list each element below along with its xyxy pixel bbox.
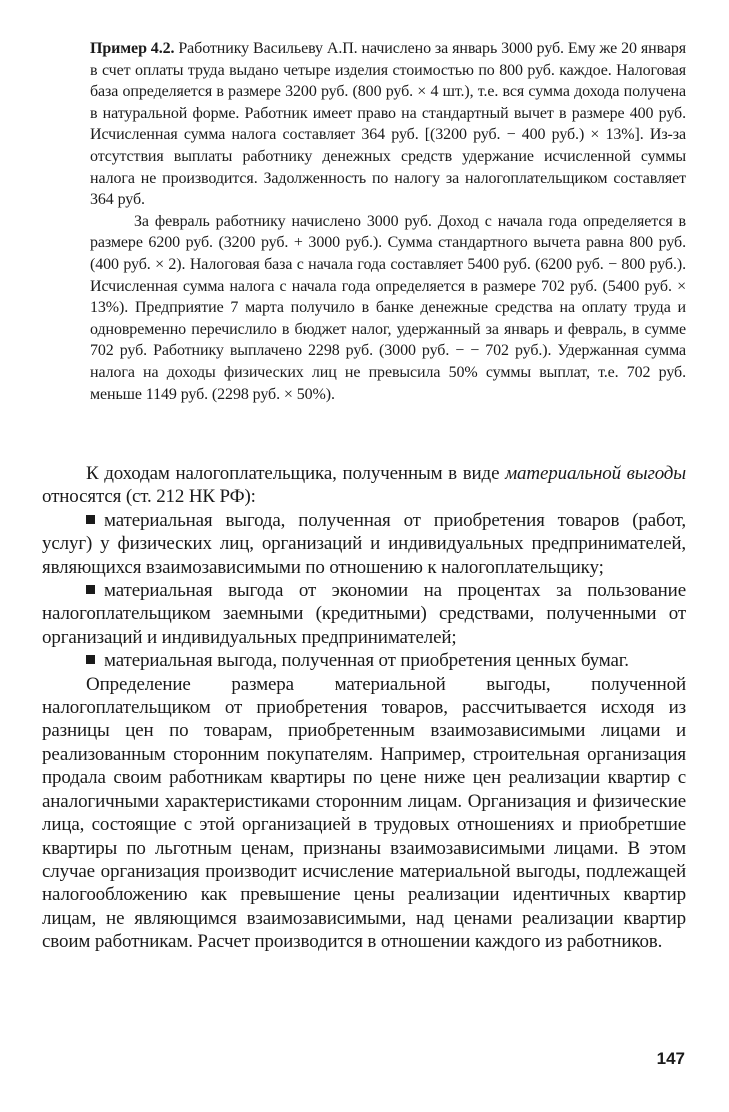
example-paragraph-1 xyxy=(90,38,686,211)
example-text-1: Работнику Васильеву А.П. начислено за январь 3000 руб. Ему же 20 января в счет оплаты труда выдано четыре изделия стоимостью по 800 руб. каждое. Налоговая база определяется в размере 3200 руб. (800 руб. × 4 шт.), т.е. вся сумма дохода получена в натуральной форме. Работник имеет право на стандартный вычет в размере 400 руб. Исчисленная сумма налога составляет 364 руб. [(3200 руб. − 400 руб.) × 13%]. Из-за отсутствия выплаты работнику денежных средств удержание исчисленной суммы налога не производится. Задолженность по налогу за налогоплательщиком составляет 364 руб. xyxy=(90,40,686,209)
main-text xyxy=(42,462,686,954)
square-bullet-icon xyxy=(86,515,95,524)
example-paragraph-2: За февраль работнику начислено 3000 руб. Доход с начала года определяется в размере 6200 руб. (3200 руб. + 3000 руб.). Сумма стандартного вычета равна 800 руб. (400 руб. × 2). Налоговая база с начала года составляет 5400 руб. (6200 руб. − 800 руб.). Исчисленная сумма налога с начала года определяется в размере 702 руб. (5400 руб. × 13%). Предприятие 7 марта получило в банке денежные средства на оплату труда и одновременно перечислило в бюджет налог, удержанный за январь и февраль, в сумме 702 руб. Работнику выплачено 2298 руб. (3000 руб. − − 702 руб.). Удержанная сумма налога на доходы физических лиц не превысила 50% суммы выплат, т.е. 702 руб. меньше 1149 руб. (2298 руб. × 50%). xyxy=(90,212,686,403)
intro-before: К доходам налогоплательщика, полученным в виде xyxy=(86,463,506,484)
closing-paragraph: Определение размера материальной выгоды, полученной налогоплательщиком от приобретения товаров, рассчитывается исходя из разницы цен по товарам, приобретенным взаимозависимыми лицами и реализованным сторонним покупателям. Например, строительная организация продала своим работникам квартиры по цене ниже цен реализации квартир с аналогичными характеристиками сторонним лицам. Организация и физические лица, состоящие с этой организацией в трудовых отношениях и приобретшие квартиры по льготным ценам, признаны взаимозависимыми лицами. В этом случае организация производит исчисление материальной выгоды, подлежащей налогообложению как превышение цены реализации идентичных квартир лицам, не являющимся взаимозависимыми, над ценами реализации квартир своим работникам. Расчет производится в отношении каждого из работников. xyxy=(42,673,686,953)
square-bullet-icon xyxy=(86,655,95,664)
bullet-item-1 xyxy=(42,509,686,579)
bullet-item-2 xyxy=(42,579,686,649)
example-label: Пример 4.2. xyxy=(90,40,175,57)
square-bullet-icon xyxy=(86,585,95,594)
intro-after: относятся (ст. 212 НК РФ): xyxy=(42,486,256,508)
example-block xyxy=(90,38,686,405)
intro-paragraph xyxy=(42,462,686,509)
page-number: 147 xyxy=(656,1049,685,1068)
bullet-text-3: материальная выгода, полученная от приобретения ценных бумаг. xyxy=(104,650,629,672)
material-benefit-term: материальной выгоды xyxy=(505,463,686,484)
bullet-text-2: материальная выгода от экономии на процентах за пользование налогоплательщиком заемными (кредитными) средствами, полученными от организаций и индивидуальных предпринимателей; xyxy=(42,580,686,648)
bullet-item-3 xyxy=(42,649,686,672)
bullet-text-1: материальная выгода, полученная от приобретения товаров (работ, услуг) у физических лиц, организаций и индивидуальных предпринимателей, являющихся взаимозависимыми по отношению к налогоплательщику; xyxy=(42,509,686,578)
